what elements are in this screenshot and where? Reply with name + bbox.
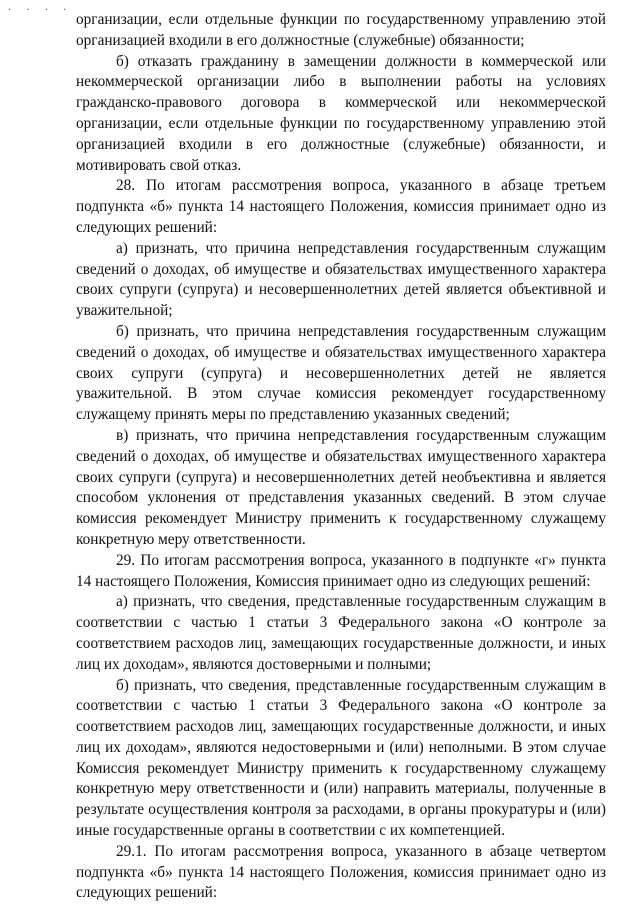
paragraph-item-29-1: 29.1. По итогам рассмотрения вопроса, указанного в абзаце четвертом подпункта «б» пункта 14 настоящего Положения, комиссия принимает одно из следующих решений: xyxy=(76,842,606,902)
paragraph-subitem-b: б) отказать гражданину в замещении должности в коммерческой или некоммерческой организации либо в выполнении работы на условиях гражданско-правового договора в коммерческой или некоммерческой организации, если отдельные функции по государственному управлению этой организацией входили в его должностные (служебные) обязанности, и мотивировать свой отказ. xyxy=(76,52,606,174)
paragraph-item-28: 28. По итогам рассмотрения вопроса, указанного в абзаце третьем подпункта «б» пункта 14 настоящего Положения, комиссия принимает одно из следующих решений: xyxy=(76,177,606,236)
paragraph-continuation: организации, если отдельные функции по государственному управлению этой организацией входили в его должностные (служебные) обязанности; xyxy=(76,11,606,49)
paragraph-28-b: б) признать, что причина непредставления государственным служащим сведений о доходах, об имуществе и обязательствах имущественного характера своих супруги (супруга) и несовершеннолетних детей не является уважительной. В этом случае комиссия рекомендует государственному служащему принять меры по представлению указанных сведений; xyxy=(76,322,606,424)
paragraph-28-a: а) признать, что причина непредставления государственным служащим сведений о доходах, об имуществе и обязательствах имущественного характера своих супруги (супруга) и несовершеннолетних детей является объективной и уважительной; xyxy=(76,239,606,320)
scan-marks: . . . . xyxy=(8,2,73,13)
document-body xyxy=(76,10,606,904)
paragraph-28-v: в) признать, что причина непредставления государственным служащим сведений о доходах, об имуществе и обязательствах имущественного характера своих супруги (супруга) и несовершеннолетних детей необъективна и является способом уклонения от представления указанных сведений. В этом случае комиссия рекомендует Министру применить к государственному служащему конкретную меру ответственности. xyxy=(76,426,606,548)
paragraph-item-29: 29. По итогам рассмотрения вопроса, указанного в подпункте «г» пункта 14 настоящего Положения, Комиссия принимает одно из следующих решений: xyxy=(76,551,606,590)
paragraph-29-b: б) признать, что сведения, представленные государственным служащим в соответствии с частью 1 статьи 3 Федерального закона «О контроле за соответствием расходов лиц, замещающих государственные должности, и иных лиц их доходам», являются недостоверными и (или) неполными. В этом случае Комиссия рекомендует Министру применить к государственному служащему конкретную меру ответственности и (или) направить материалы, полученные в результате осуществления контроля за расходами, в органы прокуратуры и (или) иные государственные органы в соответствии с их компетенцией. xyxy=(76,676,606,840)
paragraph-29-a: а) признать, что сведения, представленные государственным служащим в соответствии с частью 1 статьи 3 Федерального закона «О контроле за соответствием расходов лиц, замещающих государственные должности, и иных лиц их доходам», являются достоверными и полными; xyxy=(76,593,606,673)
